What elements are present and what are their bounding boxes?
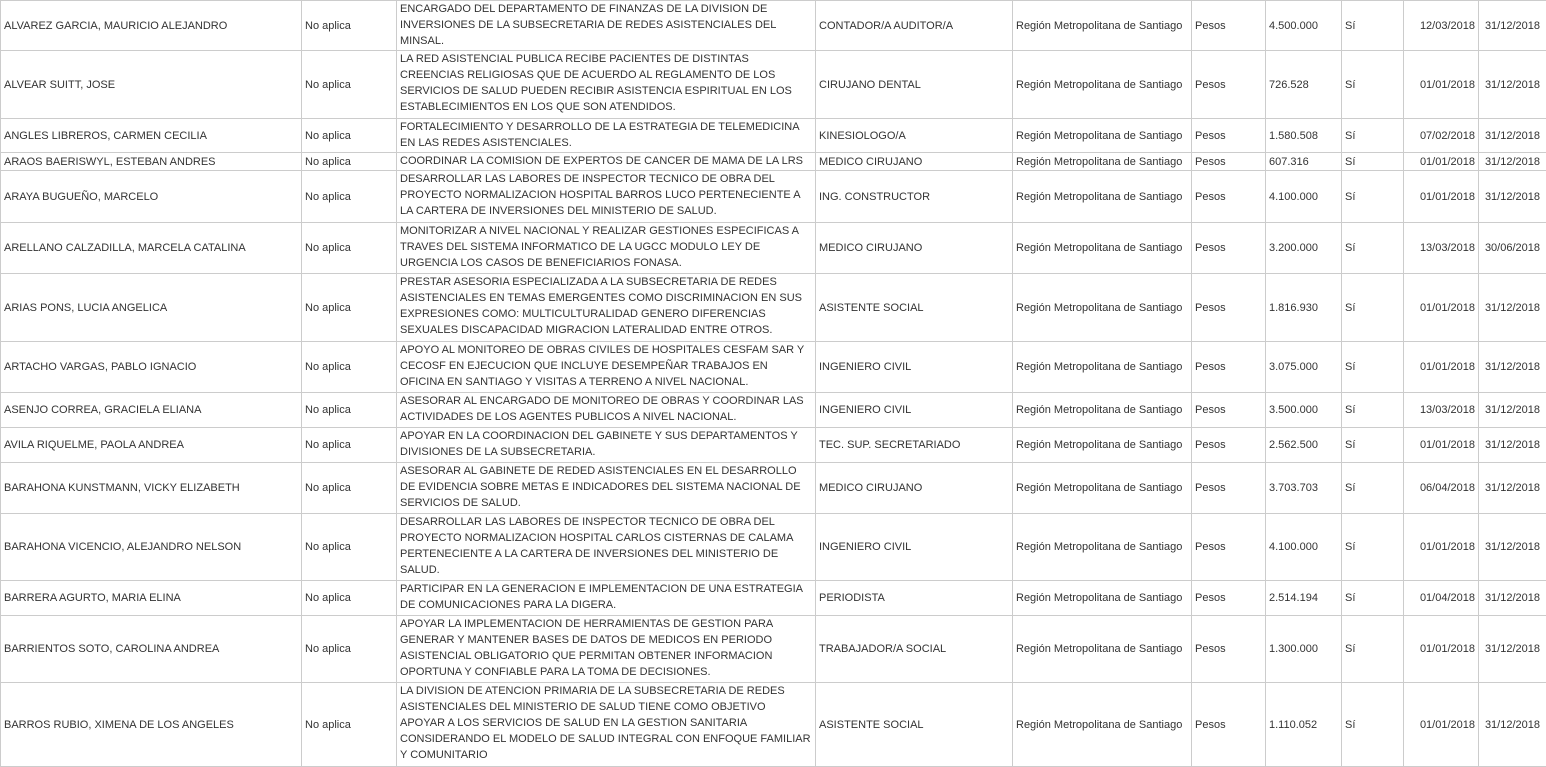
cell-calidad-juridica: No aplica	[302, 616, 397, 683]
cell-monto-bruto: 1.110.052	[1266, 683, 1342, 767]
cell-moneda: Pesos	[1192, 514, 1266, 581]
cell-nombre: ARAOS BAERISWYL, ESTEBAN ANDRES	[1, 153, 302, 171]
cell-region: Región Metropolitana de Santiago	[1013, 428, 1192, 463]
cell-viatico: Sí	[1342, 153, 1404, 171]
cell-calidad-juridica: No aplica	[302, 463, 397, 514]
cell-fecha-inicio: 13/03/2018	[1404, 223, 1479, 274]
cell-viatico: Sí	[1342, 1, 1404, 51]
cell-viatico: Sí	[1342, 393, 1404, 428]
cell-region: Región Metropolitana de Santiago	[1013, 581, 1192, 616]
cell-fecha-inicio: 01/01/2018	[1404, 683, 1479, 767]
cell-moneda: Pesos	[1192, 1, 1266, 51]
cell-descripcion-funcion: DESARROLLAR LAS LABORES DE INSPECTOR TECNICO DE OBRA DEL PROYECTO NORMALIZACION HOSPITAL CARLOS CISTERNAS DE CALAMA PERTENECIENTE A LA CARTERA DE INVERSIONES DEL MINISTERIO DE SALUD.	[397, 514, 816, 581]
cell-moneda: Pesos	[1192, 581, 1266, 616]
cell-region: Región Metropolitana de Santiago	[1013, 223, 1192, 274]
cell-descripcion-funcion: COORDINAR LA COMISION DE EXPERTOS DE CANCER DE MAMA DE LA LRS	[397, 153, 816, 171]
cell-fecha-inicio: 01/01/2018	[1404, 153, 1479, 171]
cell-descripcion-funcion: FORTALECIMIENTO Y DESARROLLO DE LA ESTRATEGIA DE TELEMEDICINA EN LAS REDES ASISTENCIALES.	[397, 119, 816, 153]
cell-fecha-termino: 31/12/2018	[1479, 274, 1546, 342]
cell-profesion: INGENIERO CIVIL	[816, 514, 1013, 581]
cell-nombre: BARRIENTOS SOTO, CAROLINA ANDREA	[1, 616, 302, 683]
cell-calidad-juridica: No aplica	[302, 428, 397, 463]
cell-descripcion-funcion: LA RED ASISTENCIAL PUBLICA RECIBE PACIENTES DE DISTINTAS CREENCIAS RELIGIOSAS QUE DE ACUERDO AL REGLAMENTO DE LOS SERVICIOS DE SALUD PUEDEN RECIBIR ASISTENCIA ESPIRITUAL EN LOS ESTABLECIMIENTOS EN LOS QUE SON ATENDIDOS.	[397, 51, 816, 119]
cell-descripcion-funcion: MONITORIZAR A NIVEL NACIONAL Y REALIZAR GESTIONES ESPECIFICAS A TRAVES DEL SISTEMA INFORMATICO DE LA UGCC MODULO LEY DE URGENCIA LOS CASOS DE BENEFICIARIOS FONASA.	[397, 223, 816, 274]
table-row	[1, 223, 1546, 274]
cell-viatico: Sí	[1342, 581, 1404, 616]
cell-monto-bruto: 726.528	[1266, 51, 1342, 119]
cell-fecha-termino: 31/12/2018	[1479, 616, 1546, 683]
cell-fecha-termino: 31/12/2018	[1479, 119, 1546, 153]
cell-monto-bruto: 3.703.703	[1266, 463, 1342, 514]
cell-fecha-termino: 31/12/2018	[1479, 514, 1546, 581]
cell-fecha-termino: 31/12/2018	[1479, 1, 1546, 51]
cell-monto-bruto: 3.075.000	[1266, 342, 1342, 393]
table-row	[1, 274, 1546, 342]
cell-monto-bruto: 3.200.000	[1266, 223, 1342, 274]
cell-moneda: Pesos	[1192, 342, 1266, 393]
table-row	[1, 514, 1546, 581]
cell-descripcion-funcion: ENCARGADO DEL DEPARTAMENTO DE FINANZAS DE LA DIVISION DE INVERSIONES DE LA SUBSECRETARIA DE REDES ASISTENCIALES DEL MINSAL.	[397, 1, 816, 51]
cell-fecha-termino: 31/12/2018	[1479, 581, 1546, 616]
cell-fecha-inicio: 01/01/2018	[1404, 616, 1479, 683]
cell-fecha-inicio: 07/02/2018	[1404, 119, 1479, 153]
cell-fecha-inicio: 01/01/2018	[1404, 274, 1479, 342]
cell-fecha-termino: 31/12/2018	[1479, 51, 1546, 119]
cell-viatico: Sí	[1342, 683, 1404, 767]
cell-nombre: ASENJO CORREA, GRACIELA ELIANA	[1, 393, 302, 428]
cell-moneda: Pesos	[1192, 153, 1266, 171]
cell-fecha-inicio: 01/04/2018	[1404, 581, 1479, 616]
cell-calidad-juridica: No aplica	[302, 223, 397, 274]
cell-moneda: Pesos	[1192, 683, 1266, 767]
table-row	[1, 581, 1546, 616]
table-row	[1, 342, 1546, 393]
table-row	[1, 119, 1546, 153]
cell-descripcion-funcion: APOYAR LA IMPLEMENTACION DE HERRAMIENTAS DE GESTION PARA GENERAR Y MANTENER BASES DE DATOS DE MEDICOS EN PERIODO ASISTENCIAL OBLIGATORIO QUE PERMITAN OBTENER INFORMACION OPORTUNA Y CONFIABLE PARA LA TOMA DE DECISIONES.	[397, 616, 816, 683]
cell-moneda: Pesos	[1192, 428, 1266, 463]
cell-profesion: MEDICO CIRUJANO	[816, 153, 1013, 171]
cell-viatico: Sí	[1342, 119, 1404, 153]
cell-monto-bruto: 1.816.930	[1266, 274, 1342, 342]
cell-descripcion-funcion: ASESORAR AL GABINETE DE REDED ASISTENCIALES EN EL DESARROLLO DE EVIDENCIA SOBRE METAS E INDICADORES DEL SISTEMA NACIONAL DE SERVICIOS DE SALUD.	[397, 463, 816, 514]
cell-moneda: Pesos	[1192, 393, 1266, 428]
cell-fecha-inicio: 12/03/2018	[1404, 1, 1479, 51]
table-row	[1, 393, 1546, 428]
cell-profesion: CONTADOR/A AUDITOR/A	[816, 1, 1013, 51]
cell-calidad-juridica: No aplica	[302, 274, 397, 342]
table-row	[1, 1, 1546, 51]
cell-nombre: ALVAREZ GARCIA, MAURICIO ALEJANDRO	[1, 1, 302, 51]
cell-fecha-termino: 31/12/2018	[1479, 153, 1546, 171]
cell-moneda: Pesos	[1192, 51, 1266, 119]
cell-descripcion-funcion: APOYO AL MONITOREO DE OBRAS CIVILES DE HOSPITALES CESFAM SAR Y CECOSF EN EJECUCION QUE INCLUYE DESEMPEÑAR TRABAJOS EN OFICINA EN SANTIAGO Y VISITAS A TERRENO A NIVEL NACIONAL.	[397, 342, 816, 393]
cell-descripcion-funcion: ASESORAR AL ENCARGADO DE MONITOREO DE OBRAS Y COORDINAR LAS ACTIVIDADES DE LOS AGENTES PUBLICOS A NIVEL NACIONAL.	[397, 393, 816, 428]
table-row	[1, 616, 1546, 683]
cell-viatico: Sí	[1342, 463, 1404, 514]
cell-region: Región Metropolitana de Santiago	[1013, 153, 1192, 171]
cell-fecha-inicio: 01/01/2018	[1404, 51, 1479, 119]
cell-nombre: ARAYA BUGUEÑO, MARCELO	[1, 171, 302, 223]
table-row	[1, 51, 1546, 119]
cell-profesion: KINESIOLOGO/A	[816, 119, 1013, 153]
cell-fecha-inicio: 01/01/2018	[1404, 171, 1479, 223]
cell-fecha-termino: 31/12/2018	[1479, 463, 1546, 514]
cell-monto-bruto: 1.580.508	[1266, 119, 1342, 153]
cell-nombre: ANGLES LIBREROS, CARMEN CECILIA	[1, 119, 302, 153]
cell-nombre: BARAHONA VICENCIO, ALEJANDRO NELSON	[1, 514, 302, 581]
cell-moneda: Pesos	[1192, 171, 1266, 223]
cell-region: Región Metropolitana de Santiago	[1013, 683, 1192, 767]
cell-monto-bruto: 2.562.500	[1266, 428, 1342, 463]
cell-fecha-inicio: 13/03/2018	[1404, 393, 1479, 428]
cell-fecha-inicio: 01/01/2018	[1404, 514, 1479, 581]
cell-fecha-termino: 31/12/2018	[1479, 342, 1546, 393]
cell-region: Región Metropolitana de Santiago	[1013, 274, 1192, 342]
cell-monto-bruto: 2.514.194	[1266, 581, 1342, 616]
cell-region: Región Metropolitana de Santiago	[1013, 342, 1192, 393]
cell-monto-bruto: 4.100.000	[1266, 171, 1342, 223]
cell-profesion: INGENIERO CIVIL	[816, 393, 1013, 428]
cell-calidad-juridica: No aplica	[302, 171, 397, 223]
cell-moneda: Pesos	[1192, 223, 1266, 274]
cell-profesion: CIRUJANO DENTAL	[816, 51, 1013, 119]
table-row	[1, 463, 1546, 514]
cell-moneda: Pesos	[1192, 463, 1266, 514]
cell-calidad-juridica: No aplica	[302, 581, 397, 616]
cell-profesion: ASISTENTE SOCIAL	[816, 683, 1013, 767]
cell-descripcion-funcion: DESARROLLAR LAS LABORES DE INSPECTOR TECNICO DE OBRA DEL PROYECTO NORMALIZACION HOSPITAL BARROS LUCO PERTENECIENTE A LA CARTERA DE INVERSIONES DEL MINISTERIO DE SALUD.	[397, 171, 816, 223]
cell-viatico: Sí	[1342, 223, 1404, 274]
cell-viatico: Sí	[1342, 342, 1404, 393]
cell-viatico: Sí	[1342, 616, 1404, 683]
cell-viatico: Sí	[1342, 171, 1404, 223]
cell-descripcion-funcion: APOYAR EN LA COORDINACION DEL GABINETE Y SUS DEPARTAMENTOS Y DIVISIONES DE LA SUBSECRETARIA.	[397, 428, 816, 463]
cell-region: Región Metropolitana de Santiago	[1013, 171, 1192, 223]
cell-fecha-inicio: 01/01/2018	[1404, 428, 1479, 463]
table-row	[1, 153, 1546, 171]
cell-region: Región Metropolitana de Santiago	[1013, 616, 1192, 683]
cell-profesion: MEDICO CIRUJANO	[816, 463, 1013, 514]
cell-calidad-juridica: No aplica	[302, 683, 397, 767]
cell-region: Región Metropolitana de Santiago	[1013, 1, 1192, 51]
cell-profesion: ASISTENTE SOCIAL	[816, 274, 1013, 342]
cell-fecha-termino: 31/12/2018	[1479, 393, 1546, 428]
cell-region: Región Metropolitana de Santiago	[1013, 463, 1192, 514]
cell-nombre: AVILA RIQUELME, PAOLA ANDREA	[1, 428, 302, 463]
table-body	[1, 1, 1546, 767]
cell-descripcion-funcion: PRESTAR ASESORIA ESPECIALIZADA A LA SUBSECRETARIA DE REDES ASISTENCIALES EN TEMAS EMERGENTES COMO DISCRIMINACION EN SUS EXPRESIONES COMO: MULTICULTURALIDAD GENERO DIFERENCIAS SEXUALES DISCAPACIDAD MIGRACION LATERALIDAD ENTRE OTROS.	[397, 274, 816, 342]
cell-nombre: ARIAS PONS, LUCIA ANGELICA	[1, 274, 302, 342]
cell-monto-bruto: 1.300.000	[1266, 616, 1342, 683]
table-row	[1, 683, 1546, 767]
cell-moneda: Pesos	[1192, 274, 1266, 342]
cell-viatico: Sí	[1342, 274, 1404, 342]
cell-profesion: TEC. SUP. SECRETARIADO	[816, 428, 1013, 463]
cell-calidad-juridica: No aplica	[302, 153, 397, 171]
cell-viatico: Sí	[1342, 51, 1404, 119]
cell-monto-bruto: 4.500.000	[1266, 1, 1342, 51]
cell-fecha-termino: 30/06/2018	[1479, 223, 1546, 274]
cell-fecha-termino: 31/12/2018	[1479, 683, 1546, 767]
cell-moneda: Pesos	[1192, 616, 1266, 683]
cell-viatico: Sí	[1342, 428, 1404, 463]
cell-calidad-juridica: No aplica	[302, 514, 397, 581]
cell-descripcion-funcion: LA DIVISION DE ATENCION PRIMARIA DE LA SUBSECRETARIA DE REDES ASISTENCIALES DEL MINISTERIO DE SALUD TIENE COMO OBJETIVO APOYAR A LOS SERVICIOS DE SALUD EN LA GESTION SANITARIA CONSIDERANDO EL MODELO DE SALUD INTEGRAL CON ENFOQUE FAMILIAR Y COMUNITARIO	[397, 683, 816, 767]
cell-fecha-inicio: 06/04/2018	[1404, 463, 1479, 514]
cell-monto-bruto: 607.316	[1266, 153, 1342, 171]
cell-profesion: PERIODISTA	[816, 581, 1013, 616]
cell-profesion: ING. CONSTRUCTOR	[816, 171, 1013, 223]
cell-descripcion-funcion: PARTICIPAR EN LA GENERACION E IMPLEMENTACION DE UNA ESTRATEGIA DE COMUNICACIONES PARA LA DIGERA.	[397, 581, 816, 616]
cell-nombre: ARTACHO VARGAS, PABLO IGNACIO	[1, 342, 302, 393]
cell-profesion: INGENIERO CIVIL	[816, 342, 1013, 393]
cell-fecha-termino: 31/12/2018	[1479, 428, 1546, 463]
cell-profesion: TRABAJADOR/A SOCIAL	[816, 616, 1013, 683]
cell-calidad-juridica: No aplica	[302, 51, 397, 119]
cell-nombre: BARAHONA KUNSTMANN, VICKY ELIZABETH	[1, 463, 302, 514]
cell-monto-bruto: 3.500.000	[1266, 393, 1342, 428]
cell-region: Región Metropolitana de Santiago	[1013, 514, 1192, 581]
cell-fecha-inicio: 01/01/2018	[1404, 342, 1479, 393]
cell-viatico: Sí	[1342, 514, 1404, 581]
cell-calidad-juridica: No aplica	[302, 342, 397, 393]
cell-monto-bruto: 4.100.000	[1266, 514, 1342, 581]
cell-nombre: ALVEAR SUITT, JOSE	[1, 51, 302, 119]
cell-nombre: BARRERA AGURTO, MARIA ELINA	[1, 581, 302, 616]
cell-calidad-juridica: No aplica	[302, 393, 397, 428]
cell-fecha-termino: 31/12/2018	[1479, 171, 1546, 223]
cell-region: Región Metropolitana de Santiago	[1013, 51, 1192, 119]
cell-calidad-juridica: No aplica	[302, 119, 397, 153]
cell-moneda: Pesos	[1192, 119, 1266, 153]
cell-region: Región Metropolitana de Santiago	[1013, 393, 1192, 428]
cell-calidad-juridica: No aplica	[302, 1, 397, 51]
cell-region: Región Metropolitana de Santiago	[1013, 119, 1192, 153]
table-row	[1, 428, 1546, 463]
cell-nombre: BARROS RUBIO, XIMENA DE LOS ANGELES	[1, 683, 302, 767]
table-row	[1, 171, 1546, 223]
cell-nombre: ARELLANO CALZADILLA, MARCELA CATALINA	[1, 223, 302, 274]
cell-profesion: MEDICO CIRUJANO	[816, 223, 1013, 274]
